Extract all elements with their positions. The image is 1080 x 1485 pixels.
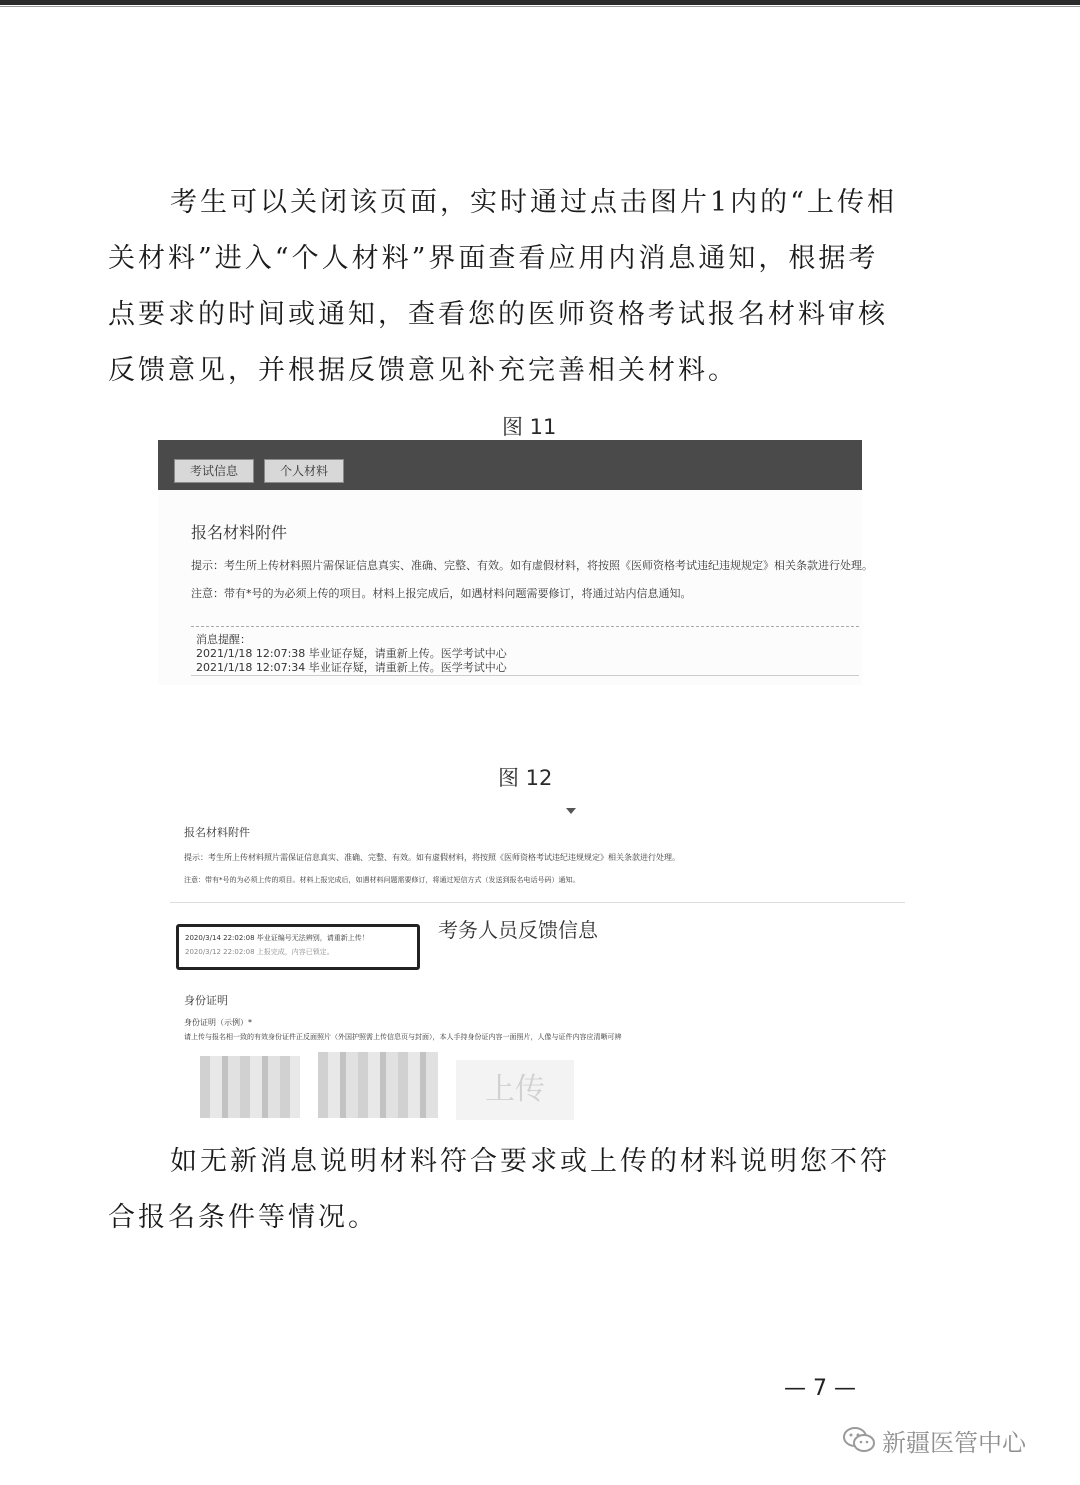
id-heading: 身份证明	[184, 994, 228, 1007]
top-border-thin	[0, 6, 1080, 7]
paragraph-instructions: 考生可以关闭该页面，实时通过点击图片1内的“上传相关材料”进入“个人材料”界面查看应用内消息通知，根据考点要求的时间或通知，查看您的医师资格考试报名材料审核反馈意见，并根据反馈意见补充完善相关材料。	[108, 187, 897, 386]
tab-personal-materials[interactable]: 个人材料	[264, 459, 344, 483]
watermark-text: 新疆医管中心	[882, 1428, 1026, 1457]
feedback-item: 2020/3/12 22:02:08 上报完成，内容已锁定。	[185, 948, 334, 956]
upload-button[interactable]: 上传	[456, 1060, 574, 1120]
id-label: 身份证明（示例）*	[184, 1018, 252, 1027]
materials-notice: 注意：带有*号的为必须上传的项目。材料上报完成后，如遇材料问题需要修订，将通过短信方式（发送到报名电话号码）通知。	[184, 876, 580, 884]
feedback-item: 2020/3/14 22:02:08 毕业证编号无法辨别，请重新上传！	[185, 934, 369, 942]
materials-heading: 报名材料附件	[184, 826, 250, 839]
paragraph-note: 如无新消息说明材料符合要求或上传的材料说明您不符合报名条件等情况。	[108, 1146, 890, 1233]
figure-12-screenshot	[170, 812, 905, 1122]
top-border	[0, 0, 1080, 5]
feedback-box	[176, 924, 420, 970]
materials-notice: 注意：带有*号的为必须上传的项目。材料上报完成后，如遇材料问题需要修订，将通过站内信息通知。	[191, 587, 692, 600]
figure-11-screenshot	[158, 440, 873, 685]
materials-tip: 提示：考生所上传材料照片需保证信息真实、准确、完整、有效。如有虚假材料，将按照《医师资格考试违纪违规规定》相关条款进行处理。	[184, 853, 680, 862]
figure-11-caption: 图 11	[502, 415, 557, 439]
materials-tip: 提示：考生所上传材料照片需保证信息真实、准确、完整、有效。如有虚假材料，将按照《医师资格考试违纪违规规定》相关条款进行处理。	[191, 559, 873, 572]
page-number: — 7 —	[784, 1376, 856, 1401]
message-item: 2021/1/18 12:07:38 毕业证存疑，请重新上传。医学考试中心	[196, 647, 507, 660]
watermark	[842, 1422, 1026, 1458]
divider	[170, 902, 905, 903]
wechat-icon	[842, 1426, 876, 1454]
message-box	[191, 626, 859, 676]
materials-heading: 报名材料附件	[191, 523, 288, 542]
blurred-id-front	[200, 1056, 300, 1118]
message-title: 消息提醒：	[196, 633, 251, 646]
message-item: 2021/1/18 12:07:34 毕业证存疑，请重新上传。医学考试中心	[196, 661, 507, 674]
chevron-down-icon	[566, 808, 576, 814]
feedback-label: 考务人员反馈信息	[438, 918, 598, 942]
blurred-id-back	[318, 1052, 438, 1118]
tab-exam-info[interactable]: 考试信息	[174, 459, 254, 483]
id-description: 请上传与报名相一致的有效身份证件正反面照片（外国护照需上传信息页与封面），本人手持身份证内容一面照片，人像与证件内容应清晰可辨	[184, 1033, 622, 1041]
figure-12-caption: 图 12	[498, 766, 553, 790]
